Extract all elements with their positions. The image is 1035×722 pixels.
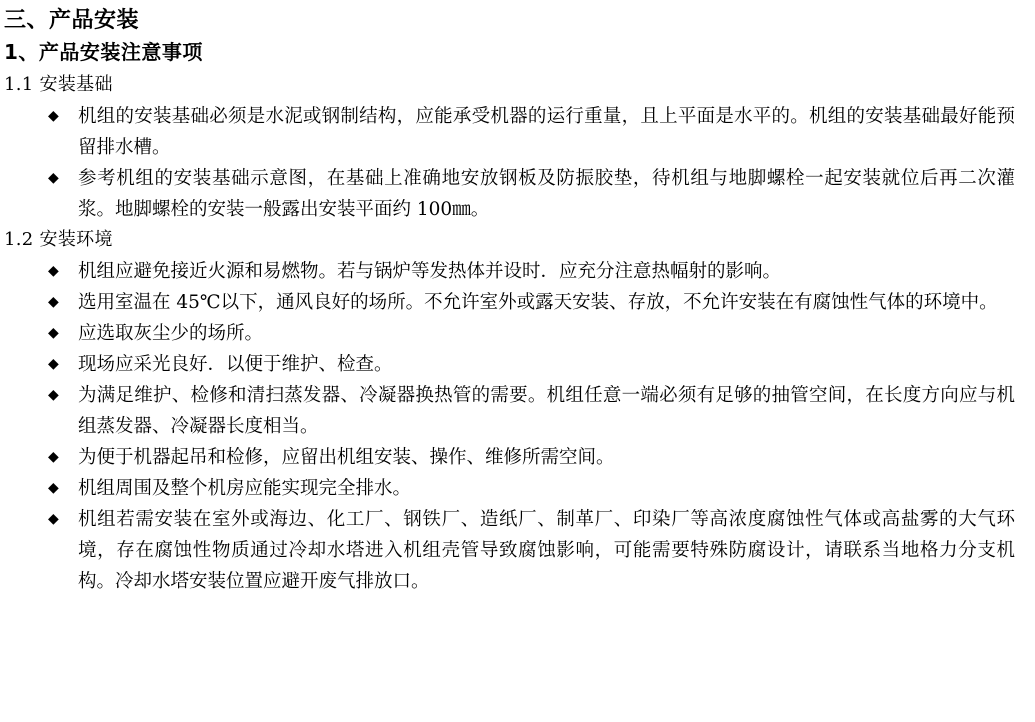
subsection-1-2-list <box>4 256 1017 597</box>
list-item-text: 机组应避免接近火源和易燃物。若与锅炉等发热体并设时．应充分注意热幅射的影响。 <box>78 261 782 282</box>
list-item-text: 参考机组的安装基础示意图，在基础上准确地安放钢板及防振胶垫，待机组与地脚螺栓一起安装就位后再二次灌浆。地脚螺栓的安装一般露出安装平面约 100㎜。 <box>78 168 1015 220</box>
list-item <box>4 504 1017 597</box>
list-item <box>4 473 1017 504</box>
list-item <box>4 287 1017 318</box>
diamond-bullet-icon: ◆ <box>48 449 59 465</box>
subsection-1-1-list <box>4 101 1017 225</box>
diamond-bullet-icon: ◆ <box>48 108 59 124</box>
list-item <box>4 349 1017 380</box>
list-item <box>4 256 1017 287</box>
list-item <box>4 442 1017 473</box>
diamond-bullet-icon: ◆ <box>48 294 59 310</box>
section-title: 1、产品安装注意事项 <box>4 40 203 64</box>
diamond-bullet-icon: ◆ <box>48 356 59 372</box>
subsection-1-2-title: 1.2 安装环境 <box>4 229 113 250</box>
list-item-text: 为便于机器起吊和检修，应留出机组安装、操作、维修所需空间。 <box>78 447 615 468</box>
list-item-text: 应选取灰尘少的场所。 <box>78 323 264 344</box>
diamond-bullet-icon: ◆ <box>48 511 59 527</box>
list-item <box>4 318 1017 349</box>
list-item <box>4 163 1017 225</box>
list-item-text: 机组的安装基础必须是水泥或钢制结构，应能承受机器的运行重量，且上平面是水平的。机组的安装基础最好能预留排水槽。 <box>78 106 1015 158</box>
diamond-bullet-icon: ◆ <box>48 170 59 186</box>
subsection-1-1-title: 1.1 安装基础 <box>4 74 113 95</box>
page-title: 三、产品安装 <box>4 8 140 33</box>
list-item-text: 机组周围及整个机房应能实现完全排水。 <box>78 478 412 499</box>
diamond-bullet-icon: ◆ <box>48 325 59 341</box>
list-item-text: 机组若需安装在室外或海边、化工厂、钢铁厂、造纸厂、制革厂、印染厂等高浓度腐蚀性气体或高盐雾的大气环境，存在腐蚀性物质通过冷却水塔进入机组壳管导致腐蚀影响，可能需要特殊防腐设计，请联系当地格力分支机构。冷却水塔安装位置应避开废气排放口。 <box>78 509 1015 592</box>
list-item-text: 为满足维护、检修和清扫蒸发器、冷凝器换热管的需要。机组任意一端必须有足够的抽管空间，在长度方向应与机组蒸发器、冷凝器长度相当。 <box>78 385 1015 437</box>
list-item-text: 现场应采光良好．以便于维护、检查。 <box>78 354 393 375</box>
diamond-bullet-icon: ◆ <box>48 387 59 403</box>
list-item-text: 选用室温在 45℃以下，通风良好的场所。不允许室外或露天安装、存放，不允许安装在有腐蚀性气体的环境中。 <box>78 292 998 313</box>
diamond-bullet-icon: ◆ <box>48 263 59 279</box>
diamond-bullet-icon: ◆ <box>48 480 59 496</box>
list-item <box>4 380 1017 442</box>
list-item <box>4 101 1017 163</box>
